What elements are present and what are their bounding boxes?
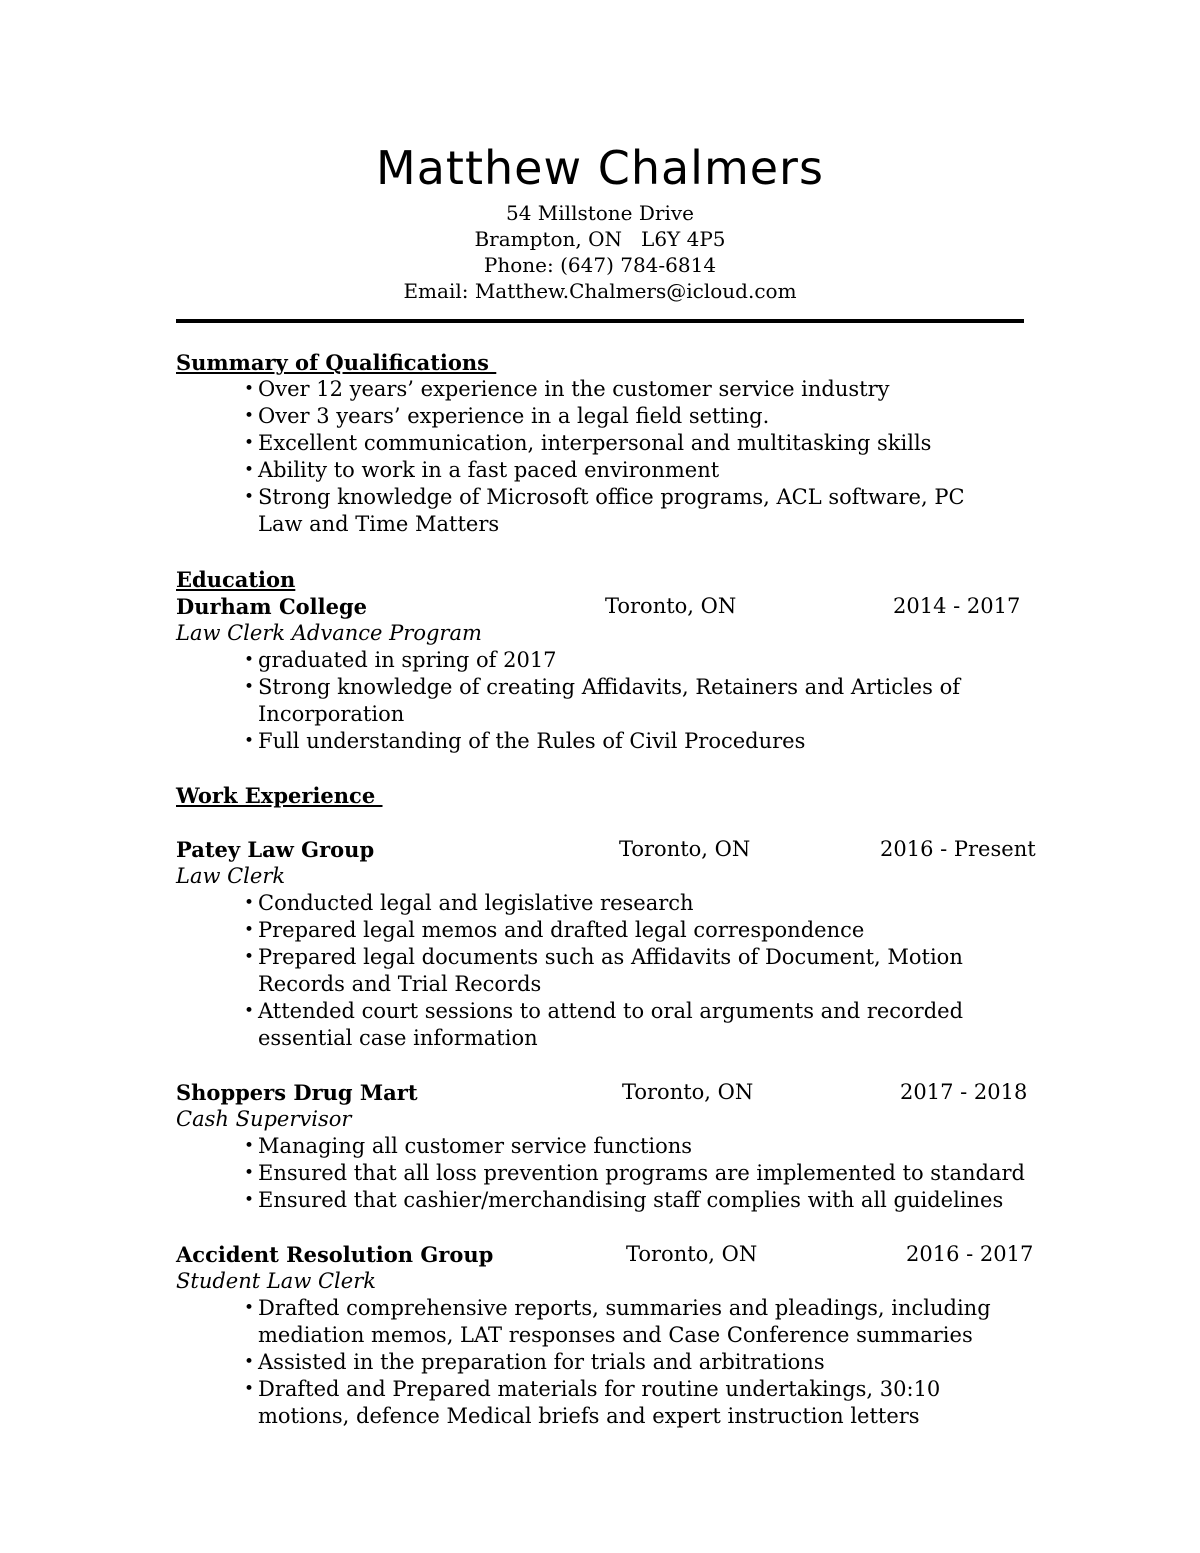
phone: Phone: (647) 784-6814 [483,253,717,277]
job-header [176,836,1036,863]
job-location: Toronto, ON [619,837,751,861]
job-dates: 2016 - Present [880,837,1036,861]
list-item: • Excellent communication, interpersonal and multitasking skills [244,430,1004,457]
list-item: • Attended court sessions to attend to oral arguments and recorded essential case information [244,998,1018,1052]
email: Email: Matthew.Chalmers@icloud.com [403,279,797,303]
list-item: • Over 12 years’ experience in the customer service industry [244,376,1004,403]
job-header [176,1079,1036,1106]
job-role: Law Clerk [176,864,286,888]
job-dates: 2016 - 2017 [906,1242,1034,1266]
list-item: • Ensured that all loss prevention programs are implemented to standard [244,1160,1036,1187]
address-line-1: 54 Millstone Drive [505,201,695,225]
job-header [176,1241,1036,1268]
address-line-2: Brampton, ON L6Y 4P5 [474,227,726,251]
company-name: Shoppers Drug Mart [176,1080,418,1105]
list-item: • Ensured that cashier/merchandising staff complies with all guidelines [244,1187,1036,1214]
list-item: • Prepared legal documents such as Affidavits of Document, Motion Records and Trial Records [244,944,1018,998]
list-item: • Full understanding of the Rules of Civil Procedures [244,728,1036,755]
job-list [176,1133,1036,1214]
company-name: Accident Resolution Group [176,1242,494,1267]
education-list [176,647,1036,755]
program-name: Law Clerk Advance Program [176,621,482,645]
list-item: • Assisted in the preparation for trials and arbitrations [244,1349,1014,1376]
job-role: Cash Supervisor [176,1107,352,1131]
list-item: • Managing all customer service functions [244,1133,1036,1160]
list-item: • Drafted and Prepared materials for routine undertakings, 30:10 motions, defence Medical briefs and expert instruction letters [244,1376,1014,1430]
list-item: • Conducted legal and legislative research [244,890,1004,917]
list-item: • Strong knowledge of Microsoft office programs, ACL software, PC Law and Time Matters [244,484,978,538]
work-heading: Work Experience [176,783,383,808]
list-item: • Drafted comprehensive reports, summaries and pleadings, including mediation memos, LAT responses and Case Conference summaries [244,1295,1014,1349]
list-item: • Ability to work in a fast paced environment [244,457,1004,484]
job-location: Toronto, ON [626,1242,758,1266]
school-location: Toronto, ON [605,594,737,618]
resume-body [176,349,1036,1430]
education-heading: Education [176,567,296,592]
education-entry-header [176,593,1036,620]
summary-list [176,376,1004,538]
header-divider [176,319,1024,323]
job-role: Student Law Clerk [176,1269,376,1293]
job-dates: 2017 - 2018 [900,1080,1028,1104]
candidate-name: Matthew Chalmers [376,141,824,195]
job-list [176,1295,1014,1430]
resume-header [0,140,1200,304]
list-item: • Over 3 years’ experience in a legal field setting. [244,403,1004,430]
school-dates: 2014 - 2017 [893,594,1021,618]
company-name: Patey Law Group [176,837,375,862]
list-item: • Strong knowledge of creating Affidavits, Retainers and Articles of Incorporation [244,674,1036,728]
summary-heading: Summary of Qualifications [176,350,497,375]
school-name: Durham College [176,594,368,619]
job-location: Toronto, ON [622,1080,754,1104]
job-list [176,890,1004,1052]
list-item: • graduated in spring of 2017 [244,647,1036,674]
list-item: • Prepared legal memos and drafted legal correspondence [244,917,1004,944]
